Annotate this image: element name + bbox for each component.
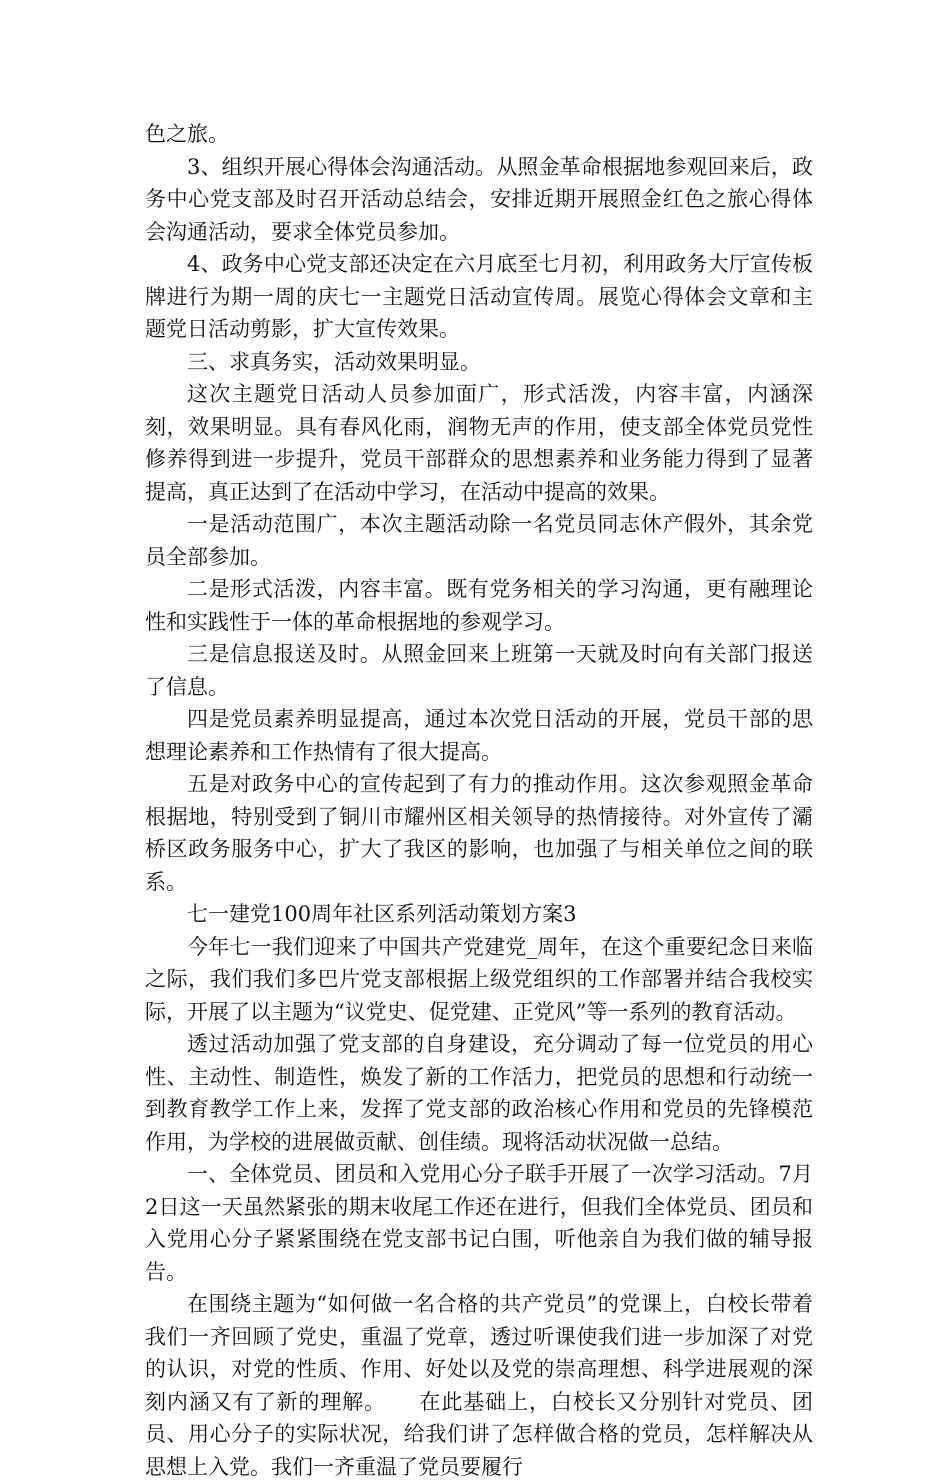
paragraph: 二是形式活泼，内容丰富。既有党务相关的学习沟通，更有融理论性和实践性于一体的革命根据地的参观学习。	[145, 577, 813, 634]
document-title: 七一建党100周年社区系列活动策划方案3	[187, 902, 577, 926]
document-body	[145, 118, 813, 1483]
paragraph: 三是信息报送及时。从照金回来上班第一天就及时向有关部门报送了信息。	[145, 642, 813, 699]
paragraph: 这次主题党日活动人员参加面广，形式活泼，内容丰富，内涵深刻，效果明显。具有春风化雨，润物无声的作用，使支部全体党员党性修养得到进一步提升，党员干部群众的思想素养和业务能力得到了显著提高，真正达到了在活动中学习，在活动中提高的效果。	[145, 382, 813, 504]
paragraph: 五是对政务中心的宣传起到了有力的推动作用。这次参观照金革命根据地，特别受到了铜川市耀州区相关领导的热情接待。对外宣传了灞桥区政务服务中心，扩大了我区的影响，也加强了与相关单位之间的联系。	[145, 772, 813, 894]
paragraph: 色之旅。	[145, 122, 229, 146]
paragraph: 在围绕主题为“如何做一名合格的共产党员”的党课上，白校长带着我们一齐回顾了党史，重温了党章，透过听课使我们进一步加深了对党的认识，对党的性质、作用、好处以及党的崇高理想、科学进展观的深刻内涵又有了新的理解。 在此基础上，白校长又分别针对党员、团员、用心分子的实际状况，给我们讲了怎样做合格的党员，怎样解决从思想上入党。我们一齐重温了党员要履行	[145, 1292, 813, 1479]
paragraph: 3、组织开展心得体会沟通活动。从照金革命根据地参观回来后，政务中心党支部及时召开活动总结会，安排近期开展照金红色之旅心得体会沟通活动，要求全体党员参加。	[145, 154, 813, 244]
paragraph: 一是活动范围广，本次主题活动除一名党员同志休产假外，其余党员全部参加。	[145, 512, 813, 569]
paragraph: 透过活动加强了党支部的自身建设，充分调动了每一位党员的用心性、主动性、制造性，焕发了新的工作活力，把党员的思想和行动统一到教育教学工作上来，发挥了党支部的政治核心作用和党员的先锋模范作用，为学校的进展做贡献、创佳绩。现将活动状况做一总结。	[145, 1032, 813, 1154]
paragraph: 一、全体党员、团员和入党用心分子联手开展了一次学习活动。7月2日这一天虽然紧张的期末收尾工作还在进行，但我们全体党员、团员和入党用心分子紧紧围绕在党支部书记白围，听他亲自为我们做的辅导报告。	[145, 1162, 813, 1284]
paragraph: 4、政务中心党支部还决定在六月底至七月初，利用政务大厅宣传板牌进行为期一周的庆七一主题党日活动宣传周。展览心得体会文章和主题党日活动剪影，扩大宣传效果。	[145, 252, 813, 341]
section-heading: 三、求真务实，活动效果明显。	[187, 349, 481, 374]
paragraph: 今年七一我们迎来了中国共产党建党_周年，在这个重要纪念日来临之际，我们我们多巴片党支部根据上级党组织的工作部署并结合我校实际，开展了以主题为“议党史、促党建、正党风”等一系列的教育活动。	[145, 934, 813, 1024]
paragraph: 四是党员素养明显提高，通过本次党日活动的开展，党员干部的思想理论素养和工作热情有了很大提高。	[145, 707, 813, 764]
